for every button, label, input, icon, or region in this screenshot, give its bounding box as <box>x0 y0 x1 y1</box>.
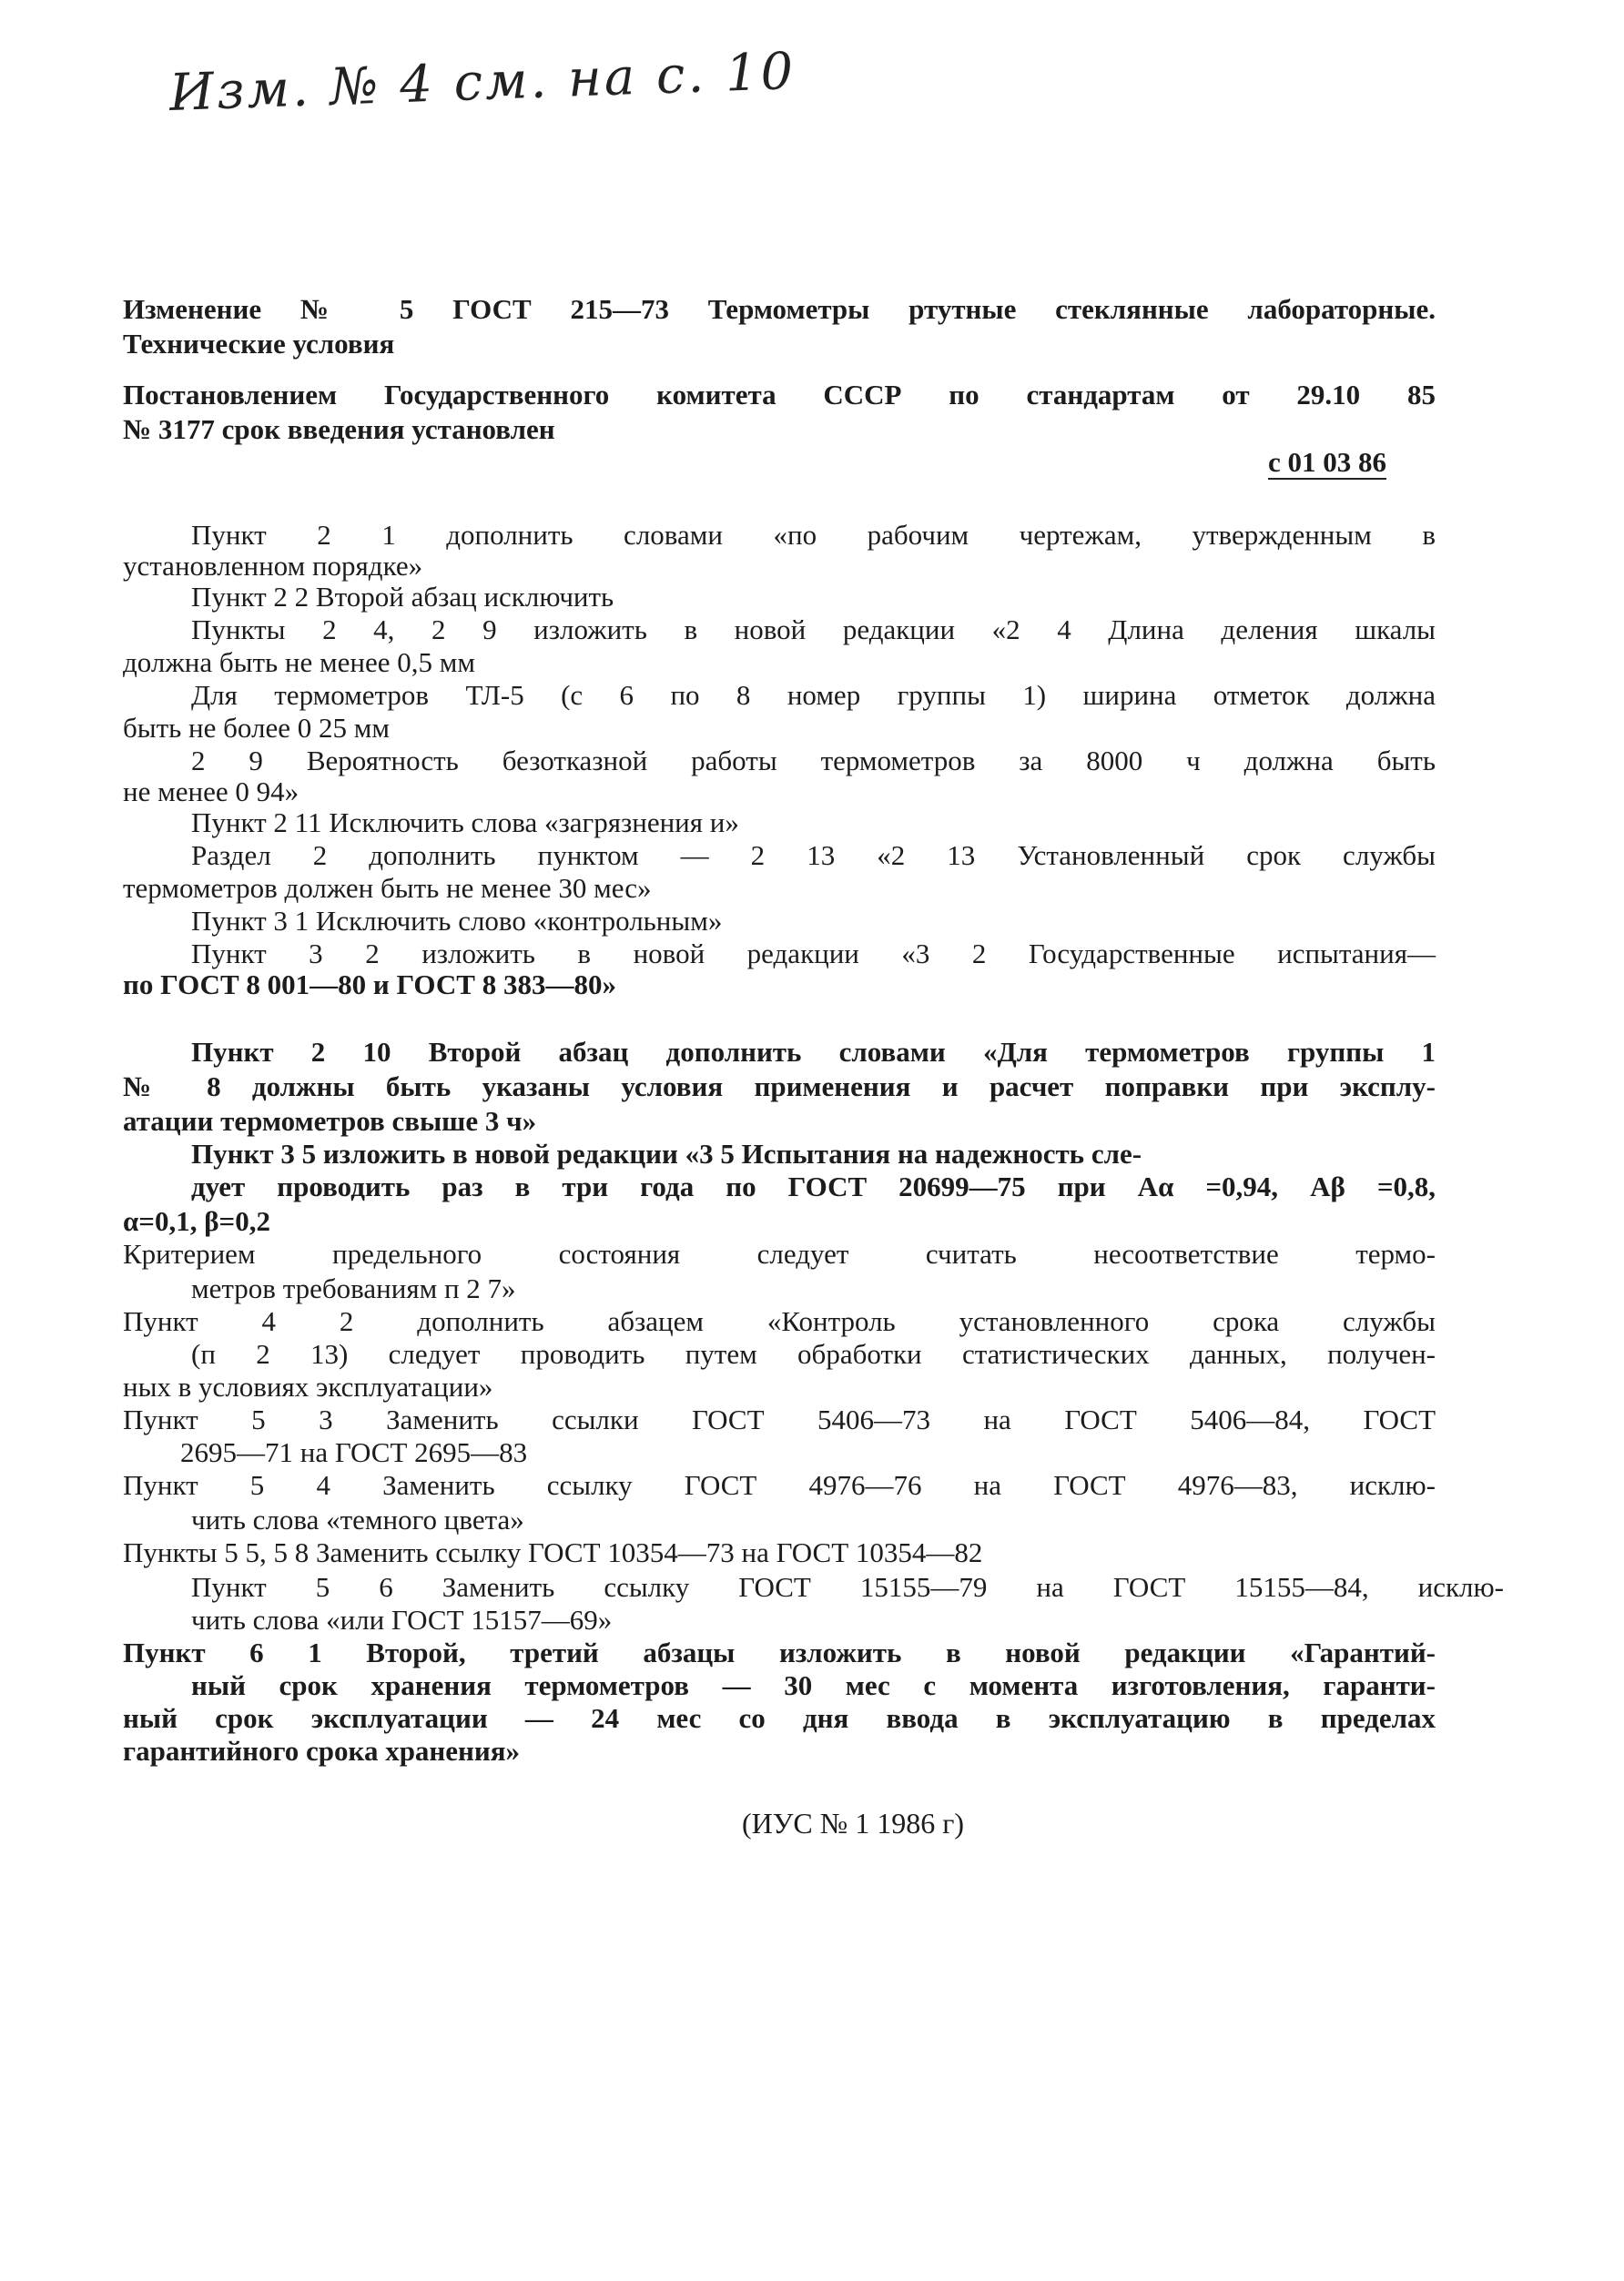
amendment-line: Пункт 5 4 Заменить ссылку ГОСТ 4976—76 на ГОСТ 4976—83, исклю- <box>123 1469 1436 1501</box>
amendment-line: Пункт 6 1 Второй, третий абзацы изложить в новой редакции «Гарантий- <box>123 1637 1436 1668</box>
amendment-line: Пункт 2 2 Второй абзац исключить <box>191 581 614 613</box>
change-title: Изменение № 5 ГОСТ 215—73 Термометры ртутные стеклянные лабораторные. <box>123 293 1436 325</box>
amendment-line: чить слова «или ГОСТ 15157—69» <box>191 1604 613 1636</box>
amendment-line: ный срок эксплуатации — 24 мес со дня ввода в эксплуатацию в пределах <box>123 1702 1436 1734</box>
amendment-line: Раздел 2 дополнить пунктом — 2 13 «2 13 Установленный срок службы <box>191 839 1436 871</box>
amendment-line: не менее 0 94» <box>123 776 299 807</box>
effective-date <box>1268 446 1386 479</box>
amendment-line: Пункты 2 4, 2 9 изложить в новой редакции «2 4 Длина деления шкалы <box>191 613 1436 645</box>
amendment-line: Пункт 3 5 изложить в новой редакции «3 5 Испытания на надежность сле- <box>191 1138 1142 1170</box>
amendment-line: (п 2 13) следует проводить путем обработки статистических данных, получен- <box>191 1338 1436 1370</box>
amendment-line: термометров должен быть не менее 30 мес» <box>123 872 652 904</box>
amendment-line: Пункт 2 10 Второй абзац дополнить словами «Для термометров группы 1 <box>191 1036 1436 1068</box>
change-title-continued: Технические условия <box>123 328 395 360</box>
resolution-line-continued: № 3177 срок введения установлен <box>123 413 555 445</box>
amendment-line: должна быть не менее 0,5 мм <box>123 646 475 678</box>
amendment-line: ный срок хранения термометров — 30 мес с момента изготовления, гаранти- <box>191 1669 1436 1701</box>
effective-date-text: с 01 03 86 <box>1268 446 1387 478</box>
amendment-line: Пункт 4 2 дополнить абзацем «Контроль установленного срока службы <box>123 1305 1436 1337</box>
amendment-line: установленном порядке» <box>123 550 423 582</box>
amendment-line: Пункт 3 2 изложить в новой редакции «3 2 Государственные испытания— <box>191 938 1436 969</box>
amendment-line: метров требованиям п 2 7» <box>191 1272 516 1304</box>
amendment-line: атации термометров свыше 3 ч» <box>123 1105 537 1137</box>
handwritten-note: Изм. № 4 см. на с. 10 <box>168 41 797 123</box>
amendment-line: № 8 должны быть указаны условия применения и расчет поправки при эксплу- <box>123 1070 1436 1102</box>
amendment-line: 2 9 Вероятность безотказной работы термометров за 8000 ч должна быть <box>191 745 1436 776</box>
amendment-line: Пункты 5 5, 5 8 Заменить ссылку ГОСТ 10354—73 на ГОСТ 10354—82 <box>123 1536 983 1568</box>
amendment-line: 2695—71 на ГОСТ 2695—83 <box>180 1436 528 1468</box>
amendment-line: Критерием предельного состояния следует считать несоответствие термо- <box>123 1238 1436 1270</box>
amendment-line: ных в условиях эксплуатации» <box>123 1371 493 1403</box>
amendment-line: Пункт 5 3 Заменить ссылки ГОСТ 5406—73 на ГОСТ 5406—84, ГОСТ <box>123 1404 1436 1435</box>
amendment-line: дует проводить раз в три года по ГОСТ 20699—75 при Aα =0,94, Aβ =0,8, <box>191 1171 1436 1202</box>
amendment-line: Для термометров ТЛ-5 (с 6 по 8 номер группы 1) ширина отметок должна <box>191 679 1436 711</box>
amendment-line: Пункт 2 1 дополнить словами «по рабочим чертежам, утвержденным в <box>191 519 1436 551</box>
amendment-line: по ГОСТ 8 001—80 и ГОСТ 8 383—80» <box>123 968 616 1000</box>
amendment-line: быть не более 0 25 мм <box>123 712 390 744</box>
amendment-line: Пункт 2 11 Исключить слова «загрязнения и» <box>191 806 739 838</box>
amendment-line: гарантийного срока хранения» <box>123 1735 521 1767</box>
source-reference: (ИУС № 1 1986 г) <box>741 1807 965 1840</box>
resolution-line: Постановлением Государственного комитета СССР по стандартам от 29.10 85 <box>123 379 1436 411</box>
amendment-line: α=0,1, β=0,2 <box>123 1205 270 1237</box>
amendment-line: Пункт 3 1 Исключить слово «контрольным» <box>191 905 723 937</box>
amendment-line: чить слова «темного цвета» <box>191 1504 524 1536</box>
amendment-line: Пункт 5 6 Заменить ссылку ГОСТ 15155—79 на ГОСТ 15155—84, исклю- <box>191 1571 1504 1603</box>
